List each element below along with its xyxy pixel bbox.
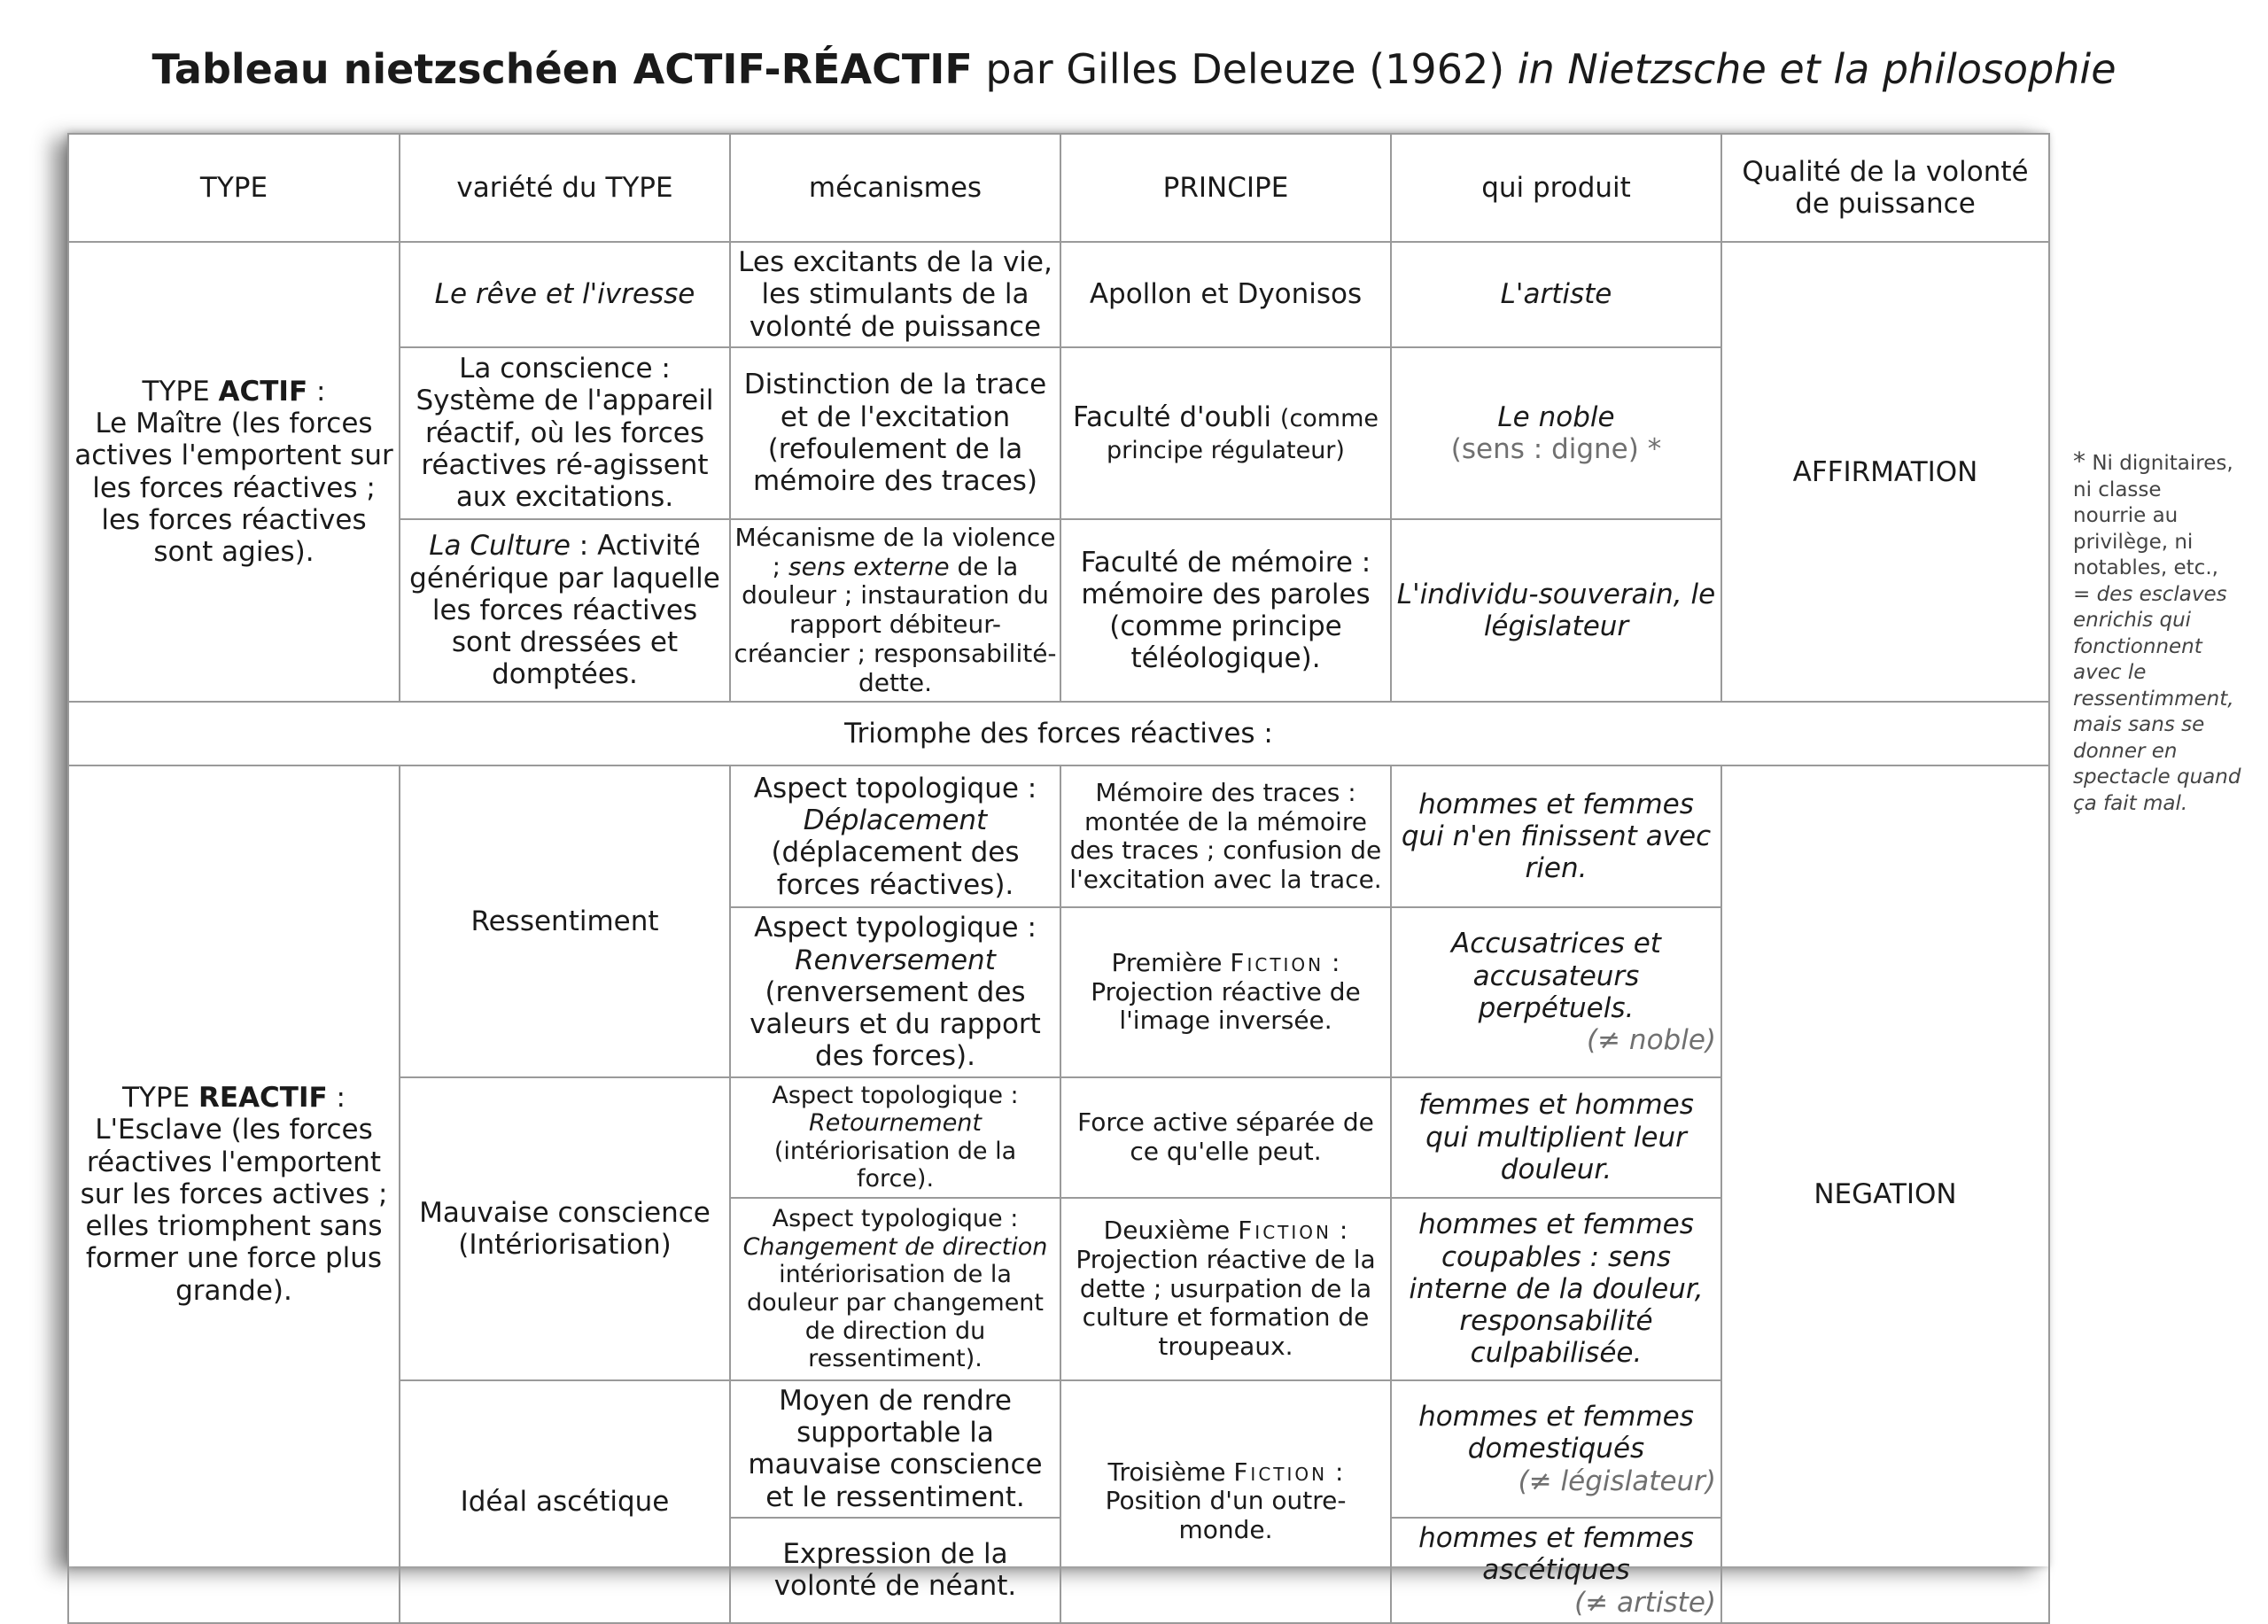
footnote-italic-line: ça fait mal.: [2073, 791, 2188, 815]
actif-variete-1: Le rêve et l'ivresse: [400, 242, 730, 347]
type-reactif-cell: [68, 765, 400, 1623]
actif-principe-2: [1060, 347, 1391, 519]
principe-ordinal: Troisième: [1107, 1457, 1226, 1487]
mauvaise-mecanisme-1: [730, 1077, 1060, 1198]
footnote-italic-line: mais sans se: [2073, 713, 2205, 736]
footnote: [2073, 448, 2264, 817]
meca-label: Aspect topologique :: [753, 772, 1037, 804]
footnote-line: privilège, ni: [2073, 530, 2194, 554]
principe-desc: : Projection réactive de l'image inversée.: [1091, 947, 1361, 1036]
meca-italic: Changement de direction: [742, 1232, 1048, 1261]
meca-label: Aspect topologique :: [772, 1081, 1019, 1109]
header-principe: PRINCIPE: [1060, 134, 1391, 242]
variete-ressentiment: Ressentiment: [400, 765, 730, 1076]
produit-note: (≠ noble): [1587, 1024, 1716, 1057]
type-actif-bold: ACTIF: [218, 375, 308, 408]
principe-fiction: Fiction: [1238, 1216, 1332, 1246]
header-variete: variété du TYPE: [400, 134, 730, 242]
qualite-negation: NEGATION: [1721, 765, 2049, 1623]
ressentiment-mecanisme-2: [730, 907, 1060, 1076]
actif-produit-2-note: (sens : digne) *: [1450, 432, 1662, 465]
footnote-line: ni classe: [2073, 478, 2162, 501]
meca-desc: (déplacement des forces réactives).: [771, 836, 1020, 901]
ressentiment-produit-1: hommes et femmes qui n'en finissent avec rien.: [1391, 765, 1721, 907]
produit-note: (≠ artiste): [1574, 1586, 1716, 1619]
principe-desc: : Position d'un outre-monde.: [1105, 1457, 1347, 1545]
footnote-italic-line: ressentimment,: [2073, 687, 2234, 711]
type-reactif-colon: :: [327, 1082, 346, 1115]
actif-produit-2: [1391, 347, 1721, 519]
footnote-line: notables, etc.,: [2073, 556, 2218, 579]
mauvaise-produit-1: femmes et hommes qui multiplient leur douleur.: [1391, 1077, 1721, 1198]
actif-variete-2: La conscience : Système de l'appareil réactif, où les forces réactives ré-agissent aux excitations.: [400, 347, 730, 519]
actif-produit-3: L'individu-souverain, le législateur: [1391, 519, 1721, 703]
actif-mecanisme-3-b: de la douleur ; instauration du rapport débiteur-créancier ; responsabilité-dette.: [734, 551, 1057, 697]
actif-variete-3: [400, 519, 730, 703]
type-reactif-desc: L'Esclave (les forces réactives l'emportent sur les forces actives ; elles triomphent sans former une force plus grande).: [80, 1114, 388, 1307]
header-row: [68, 134, 2049, 242]
footnote-italic-line: donner en: [2073, 739, 2178, 763]
mauvaise-produit-2: hommes et femmes coupables : sens interne de la douleur, responsabilité culpabilisée.: [1391, 1198, 1721, 1380]
meca-desc: (intériorisation de la force).: [773, 1137, 1017, 1193]
produit-main: hommes et femmes ascétiques: [1418, 1522, 1694, 1587]
footnote-line: Ni dignitaires,: [2092, 452, 2233, 475]
meca-desc: (renversement des valeurs et du rapport des forces).: [750, 975, 1041, 1073]
type-actif-colon: :: [307, 375, 326, 408]
type-actif-desc: Le Maître (les forces actives l'emportent sur les forces réactives ; les forces réactives sont agies).: [74, 408, 393, 569]
principe-desc: : Projection réactive de la dette ; usurpation de la culture et formation de troupeaux.: [1076, 1216, 1376, 1362]
ressentiment-principe-1: Mémoire des traces : montée de la mémoire des traces ; confusion de l'excitation avec la trace.: [1060, 765, 1391, 907]
title-normal: par Gilles Deleuze (1962): [985, 45, 1505, 93]
actif-mecanisme-1: Les excitants de la vie, les stimulants de la volonté de puissance: [730, 242, 1060, 347]
produit-main: Accusatrices et accusateurs perpétuels.: [1451, 928, 1661, 1024]
meca-italic: Retournement: [808, 1109, 983, 1138]
actif-principe-2-small: (comme principe régulateur): [1107, 404, 1379, 464]
type-reactif-bold: REACTIF: [198, 1082, 328, 1115]
principe-fiction: Fiction: [1233, 1457, 1328, 1487]
variete-mauvaise-conscience: Mauvaise conscience (Intériorisation): [400, 1077, 730, 1380]
footnote-italic-line: avec le: [2073, 661, 2147, 684]
reactif-row-1: [68, 765, 2049, 907]
ideal-produit-1: [1391, 1380, 1721, 1518]
principe-ordinal: Deuxième: [1103, 1216, 1231, 1246]
mauvaise-principe-1: Force active séparée de ce qu'elle peut.: [1060, 1077, 1391, 1198]
ressentiment-mecanisme-1: [730, 765, 1060, 907]
actif-variete-3-rest: : Activité générique par laquelle les forces réactives sont dressées et domptées.: [409, 530, 720, 691]
actif-produit-2-main: Le noble: [1497, 400, 1615, 433]
title-bold: Tableau nietzschéen ACTIF-RÉACTIF: [151, 45, 973, 93]
actif-row-1: [68, 242, 2049, 347]
ideal-produit-2: [1391, 1518, 1721, 1623]
triomphe-row: [68, 702, 2049, 765]
qualite-affirmation: AFFIRMATION: [1721, 242, 2049, 702]
footnote-asterisk: *: [2073, 447, 2085, 476]
ideal-principe: [1060, 1380, 1391, 1623]
triomphe-cell: Triomphe des forces réactives :: [68, 702, 2049, 765]
actif-produit-1: L'artiste: [1391, 242, 1721, 347]
footnote-italic-line: enrichis qui: [2073, 609, 2192, 632]
title-italic: in Nietzsche et la philosophie: [1517, 45, 2117, 93]
actif-mecanisme-3-italic: sens externe: [788, 551, 950, 581]
actif-mecanisme-3-a: Mécanisme de la violence ;: [734, 522, 1056, 581]
actif-principe-3: Faculté de mémoire : mémoire des paroles (comme principe téléologique).: [1060, 519, 1391, 703]
actif-mecanisme-2: Distinction de la trace et de l'excitation (refoulement de la mémoire des traces): [730, 347, 1060, 519]
actif-principe-1: Apollon et Dyonisos: [1060, 242, 1391, 347]
meca-desc: intériorisation de la douleur par changement de direction du ressentiment).: [746, 1261, 1045, 1373]
actif-principe-2-main: Faculté d'oubli: [1072, 400, 1272, 433]
ideal-mecanisme-1: Moyen de rendre supportable la mauvaise conscience et le ressentiment.: [730, 1380, 1060, 1518]
produit-note: (≠ législateur): [1518, 1465, 1716, 1497]
footnote-italic-line: = des esclaves: [2073, 582, 2227, 606]
actif-reactif-table: [67, 133, 2050, 1624]
header-type: TYPE: [68, 134, 400, 242]
footnote-line: nourrie au: [2073, 504, 2179, 527]
table-sheet: [67, 133, 2048, 1619]
meca-italic: Renversement: [795, 944, 996, 976]
meca-label: Aspect typologique :: [754, 912, 1037, 944]
type-actif-prefix: TYPE: [142, 375, 210, 408]
mauvaise-principe-2: [1060, 1198, 1391, 1380]
footnote-italic-line: fonctionnent: [2073, 634, 2202, 658]
header-qualite: Qualité de la volonté de puissance: [1721, 134, 2049, 242]
type-actif-cell: [68, 242, 400, 702]
mauvaise-mecanisme-2: [730, 1198, 1060, 1380]
header-mecanismes: mécanismes: [730, 134, 1060, 242]
meca-italic: Déplacement: [803, 804, 988, 837]
type-reactif-prefix: TYPE: [122, 1082, 190, 1115]
produit-main: hommes et femmes domestiqués: [1418, 1401, 1694, 1465]
ideal-mecanisme-2: Expression de la volonté de néant.: [730, 1518, 1060, 1623]
meca-label: Aspect typologique :: [772, 1205, 1019, 1233]
ressentiment-produit-2: [1391, 907, 1721, 1076]
actif-variete-3-italic: La Culture: [429, 530, 571, 563]
header-qui-produit: qui produit: [1391, 134, 1721, 242]
page-title: [0, 43, 2268, 96]
principe-ordinal: Première: [1111, 947, 1223, 977]
footnote-italic-line: spectacle quand: [2073, 765, 2241, 789]
ressentiment-principe-2: [1060, 907, 1391, 1076]
variete-ideal-ascetique: Idéal ascétique: [400, 1380, 730, 1623]
actif-mecanisme-3: [730, 519, 1060, 703]
principe-fiction: Fiction: [1230, 947, 1324, 977]
